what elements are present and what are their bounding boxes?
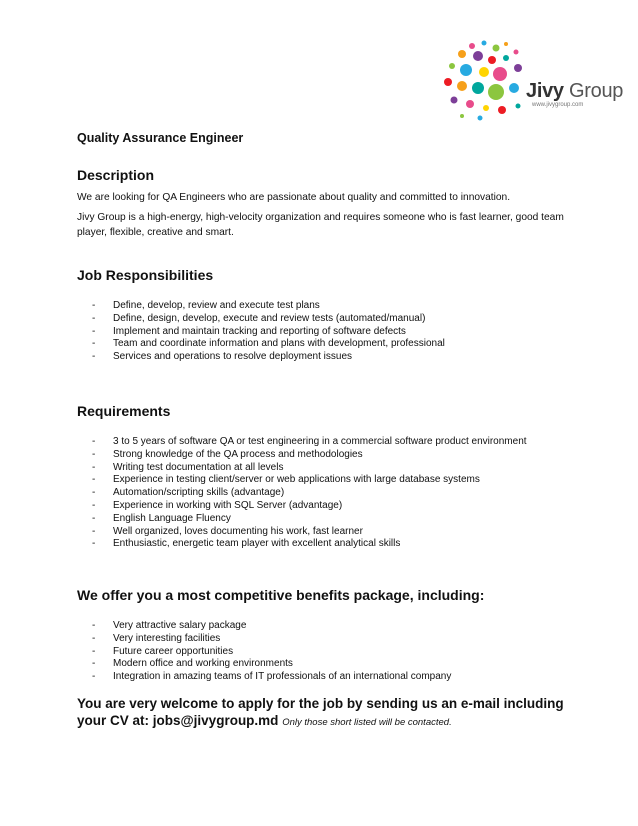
jivy-group-logo [440, 38, 624, 122]
responsibilities-heading: Job Responsibilities [77, 267, 214, 283]
list-item: - Experience in working with SQL Server (advantage) [92, 500, 527, 513]
job-title: Quality Assurance Engineer [77, 131, 244, 145]
logo-brand-light: Group [569, 80, 624, 102]
list-item: - Define, develop, review and execute test plans [92, 300, 445, 313]
logo-wordmark [526, 80, 623, 103]
requirements-list [92, 436, 527, 551]
benefits-list [92, 620, 451, 684]
description-paragraph-1: We are looking for QA Engineers who are passionate about quality and committed to innovation. [77, 192, 511, 203]
description-paragraph-2: Jivy Group is a high-energy, high-velocity organization and requires someone who is fast learner, good team player, flexible, creative and smart. [77, 212, 564, 238]
responsibilities-list [92, 300, 445, 364]
list-item: - Implement and maintain tracking and reporting of software defects [92, 326, 445, 339]
description-heading: Description [77, 167, 155, 183]
list-item: - 3 to 5 years of software QA or test engineering in a commercial software product environment [92, 436, 527, 449]
logo-brand-strong: Jivy [526, 80, 564, 102]
list-item: - Very interesting facilities [92, 633, 451, 646]
list-item: - Future career opportunities [92, 646, 451, 659]
list-item: - Well organized, loves documenting his work, fast learner [92, 526, 527, 539]
list-item: - Very attractive salary package [92, 620, 451, 633]
requirements-heading: Requirements [77, 403, 171, 419]
list-item: - Strong knowledge of the QA process and methodologies [92, 449, 527, 462]
list-item: - English Language Fluency [92, 513, 527, 526]
closing-text: You are very welcome to apply for the job by sending us an e-mail including your CV at: jobs@jivygroup.md [77, 696, 564, 728]
closing-note: Only those short listed will be contacted. [282, 717, 452, 728]
list-item: - Modern office and working environments [92, 658, 451, 671]
list-item: - Automation/scripting skills (advantage) [92, 487, 527, 500]
closing-statement [77, 695, 577, 731]
list-item: - Enthusiastic, energetic team player with excellent analytical skills [92, 538, 527, 551]
benefits-heading: We offer you a most competitive benefits package, including: [77, 587, 485, 603]
logo-url: www.jivygroup.com [532, 102, 584, 108]
list-item: - Services and operations to resolve deployment issues [92, 351, 445, 364]
list-item: - Experience in testing client/server or web applications with large database systems [92, 474, 527, 487]
list-item: - Writing test documentation at all levels [92, 462, 527, 475]
list-item: - Integration in amazing teams of IT professionals of an international company [92, 671, 451, 684]
list-item: - Team and coordinate information and plans with development, professional [92, 338, 445, 351]
list-item: - Define, design, develop, execute and review tests (automated/manual) [92, 313, 445, 326]
